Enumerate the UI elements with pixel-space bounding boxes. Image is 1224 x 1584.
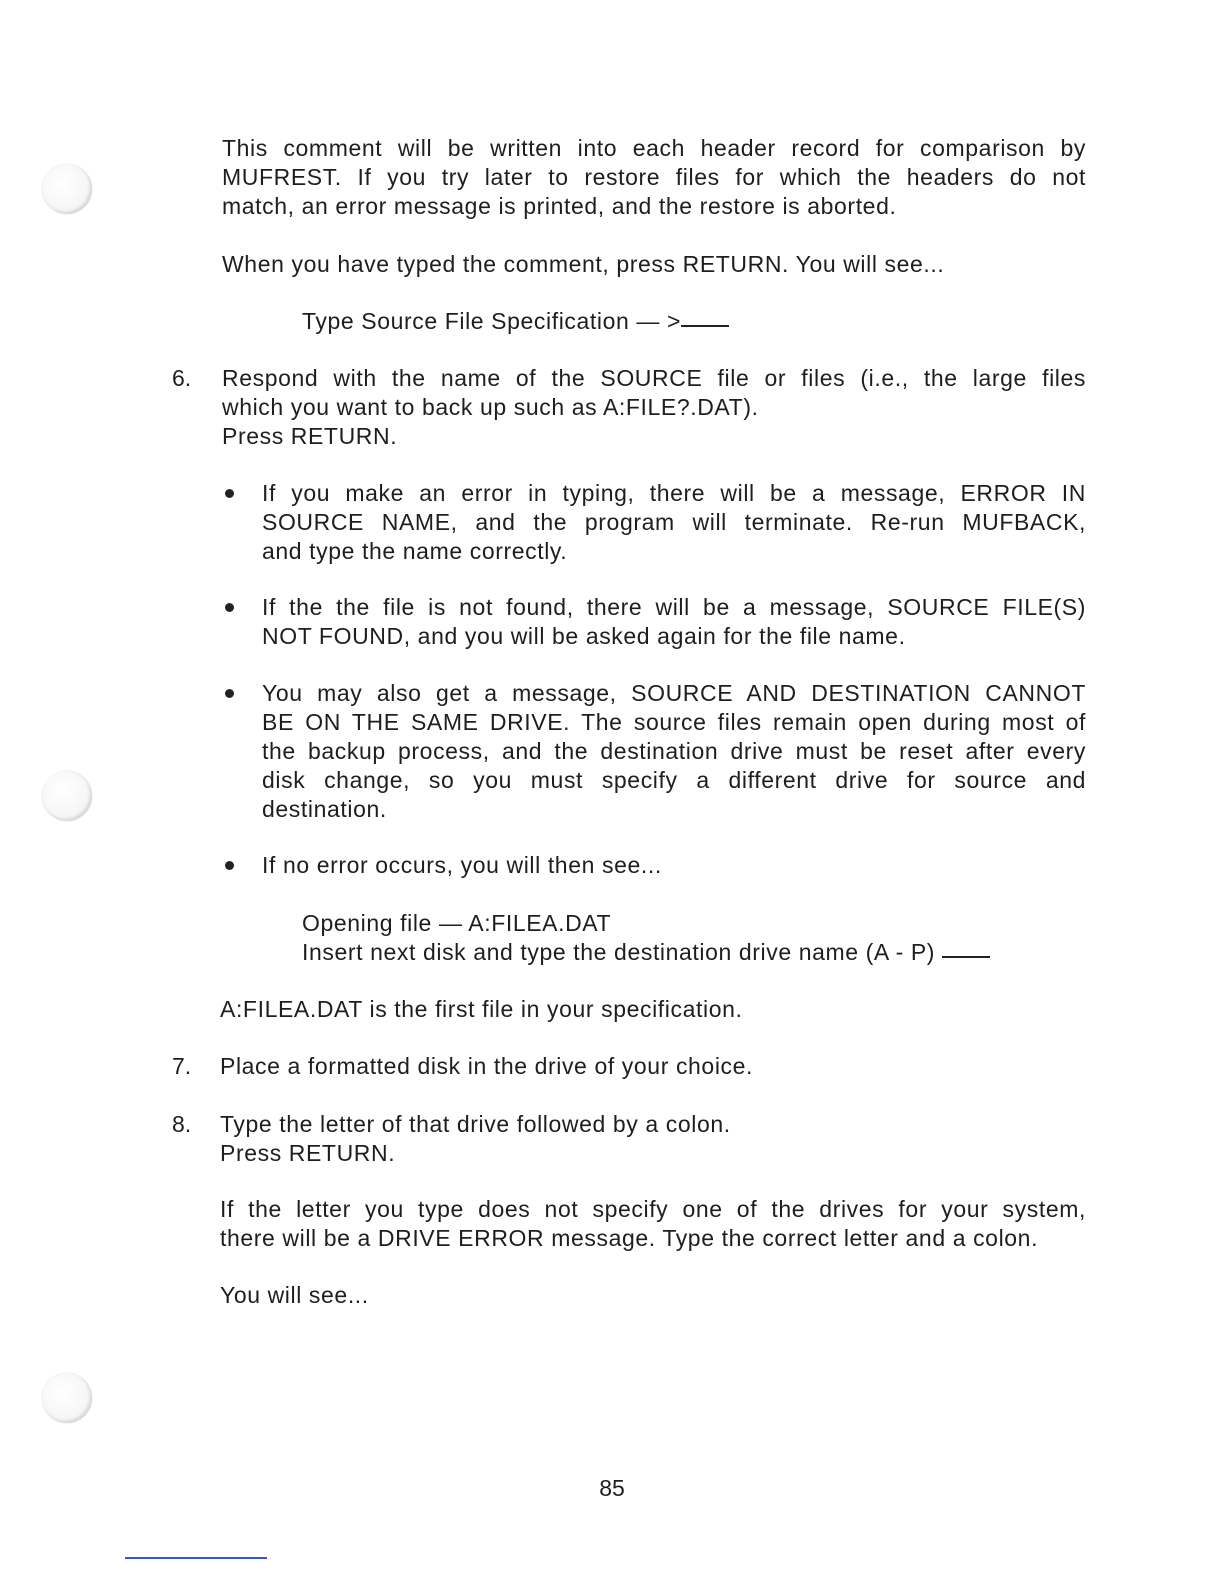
text-line: If you make an error in typing, there will be a message, ERROR IN — [262, 480, 1086, 506]
text-line: match, an error message is printed, and the restore is aborted. — [222, 193, 897, 219]
text-line: disk change, so you must specify a different drive for source and — [262, 767, 1086, 793]
drive-prompt-text: Insert next disk and type the destination drive name (A - P) — [302, 939, 936, 965]
text-line: Respond with the name of the SOURCE file or files (i.e., the large files — [222, 365, 1086, 391]
text-line: Press RETURN. — [220, 1140, 396, 1166]
bullet-item — [262, 593, 1086, 651]
intro-paragraph — [222, 134, 1086, 221]
scan-artifact-line — [125, 1557, 267, 1559]
step-number: 6. — [172, 365, 192, 391]
step-8-text — [220, 1110, 1084, 1168]
text-line: If the letter you type does not specify one of the drives for your system, — [220, 1196, 1086, 1222]
punch-hole — [42, 164, 92, 214]
text-line: destination. — [262, 796, 387, 822]
when-typed-line: When you have typed the comment, press RETURN. You will see... — [222, 251, 945, 277]
text-line: You may also get a message, SOURCE AND DESTINATION CANNOT — [262, 680, 1086, 706]
punch-hole — [42, 771, 92, 821]
source-prompt — [302, 307, 729, 336]
text-line: Type the letter of that drive followed by a colon. — [220, 1111, 731, 1137]
screen-output-line: Opening file — A:FILEA.DAT — [302, 910, 612, 936]
text-line: BE ON THE SAME DRIVE. The source files remain open during most of — [262, 709, 1086, 735]
bullet-dot — [225, 489, 234, 498]
bullet-dot — [225, 689, 234, 698]
you-will-see-line: You will see... — [220, 1282, 369, 1308]
step-number: 7. — [172, 1053, 192, 1079]
text-line: SOURCE NAME, and the program will terminate. Re-run MUFBACK, — [262, 509, 1086, 535]
text-line: and type the name correctly. — [262, 538, 568, 564]
text-line: If the the file is not found, there will be a message, SOURCE FILE(S) — [262, 594, 1086, 620]
bullet-item: If no error occurs, you will then see... — [262, 852, 662, 878]
step-7-text: Place a formatted disk in the drive of your choice. — [220, 1053, 754, 1079]
first-file-note: A:FILEA.DAT is the first file in your specification. — [220, 996, 743, 1022]
input-blank — [681, 325, 729, 327]
text-line: which you want to back up such as A:FILE?.DAT). — [222, 394, 759, 420]
bullet-dot — [225, 603, 234, 612]
punch-hole — [42, 1373, 92, 1423]
drive-error-paragraph — [220, 1195, 1086, 1253]
text-line: the backup process, and the destination drive must be reset after every — [262, 738, 1086, 764]
step-number: 8. — [172, 1111, 192, 1137]
step-6-text — [222, 364, 1086, 451]
bullet-item — [262, 479, 1086, 566]
source-prompt-text: Type Source File Specification — > — [302, 308, 681, 334]
bullet-dot — [225, 861, 234, 870]
text-line: there will be a DRIVE ERROR message. Type the correct letter and a colon. — [220, 1225, 1039, 1251]
screen-output-line — [302, 938, 990, 967]
text-line: This comment will be written into each header record for comparison by — [222, 135, 1086, 161]
text-line: MUFREST. If you try later to restore files for which the headers do not — [222, 164, 1086, 190]
page-number: 85 — [599, 1475, 625, 1501]
text-line: Press RETURN. — [222, 423, 398, 449]
bullet-item — [262, 679, 1086, 824]
text-line: NOT FOUND, and you will be asked again for the file name. — [262, 623, 906, 649]
input-blank — [942, 956, 990, 958]
